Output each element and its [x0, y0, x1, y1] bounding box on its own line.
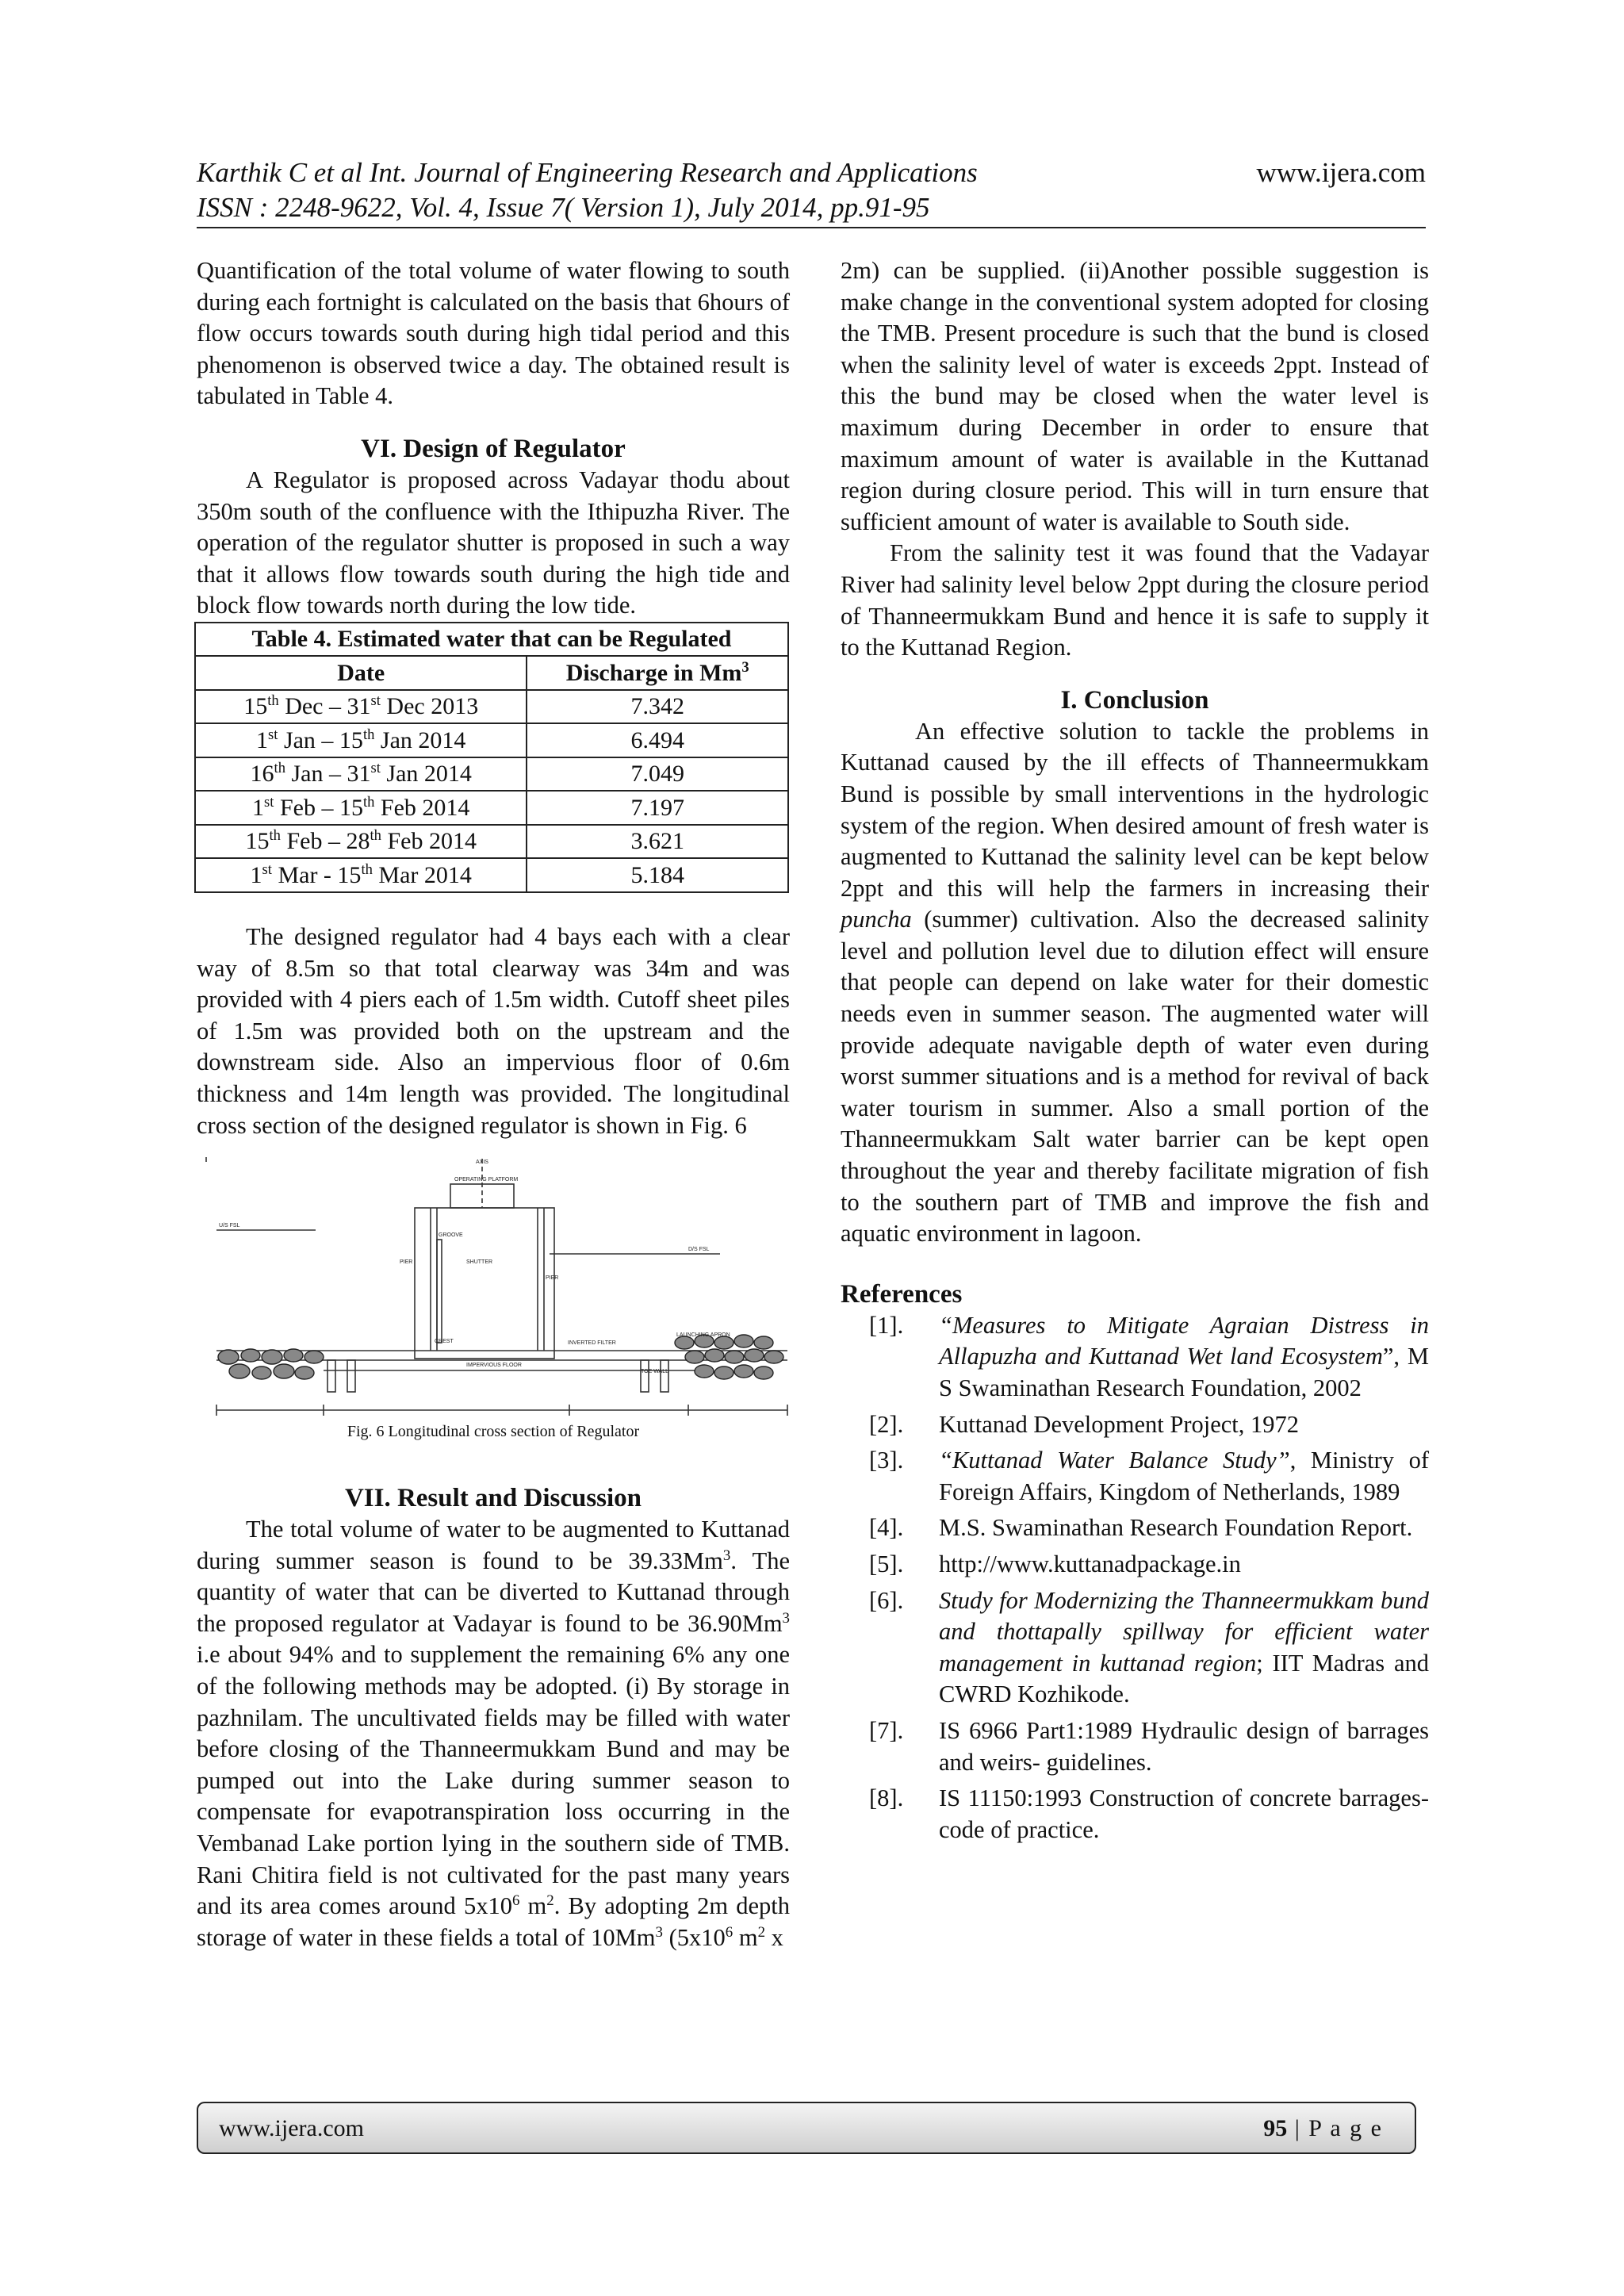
- figure-caption: Fig. 6 Longitudinal cross section of Regulator: [347, 1423, 640, 1441]
- table-body: [195, 690, 788, 892]
- reference-item: [8]. IS 11150:1993 Construction of concrete barrages-code of practice.: [869, 1784, 1429, 1843]
- date-cell: 15th Feb – 28th Feb 2014: [195, 825, 527, 859]
- discharge-cell: 7.342: [527, 690, 788, 724]
- reference-number: [8].: [869, 1784, 904, 1812]
- reference-number: [6].: [869, 1586, 904, 1614]
- section-6-paragraph-1: A Regulator is proposed across Vadayar thodu about 350m south of the confluence with the Ithipuzha River. The operation of the regulator shutter is proposed in such a way that it allows flow towards south during the high tide and block flow towards north during the low tide.: [197, 466, 790, 619]
- riprap-right: [675, 1335, 783, 1379]
- label-shutter: SHUTTER: [466, 1259, 493, 1266]
- conclusion-paragraph: An effective solution to tackle the problems in Kuttanad caused by the ill effects of Thanneermukkam Bund is possible by small interventions in the hydrologic system of the region. When desired amount of fresh water is augmented to Kuttanad the salinity level can be kept below 2ppt and this will help the farmers in increasing their puncha (summer) cultivation. Also the decreased salinity level and pollution level due to dilution effect will ensure that people can depend on lake water for their domestic needs even in summer season. The augmented water will provide adequate navigable depth of water even during worst summer situations and is a method for revival of back water tourism in summer. Also a small portion of the Thanneermukkam Salt water barrier can be kept open throughout the year and thereby facilitate migration of fish to the southern part of TMB and improve the fish and aquatic environment in lagoon.: [841, 717, 1429, 1248]
- reference-item: [7]. IS 6966 Part1:1989 Hydraulic design of barrages and weirs- guidelines.: [869, 1716, 1429, 1776]
- riprap-left: [218, 1349, 324, 1379]
- discharge-cell: 6.494: [527, 723, 788, 757]
- table-4: [194, 622, 789, 893]
- reference-number: [2].: [869, 1410, 904, 1438]
- section-6-heading: VI. Design of Regulator: [361, 434, 626, 463]
- date-cell: 15th Dec – 31st Dec 2013: [195, 690, 527, 724]
- left-column: [197, 255, 790, 1953]
- section-6-paragraph-2: The designed regulator had 4 bays each with a clear way of 8.5m so that total clearway was 34m and was provided with 4 piers each of 1.5m width. Cutoff sheet piles of 1.5m was provided both on the upstream and the downstream side. Also an impervious floor of 0.6m thickness and 14m length was provided. The longitudinal cross section of the designed regulator is shown in Fig. 6: [197, 922, 790, 1139]
- reference-item: [3]. “Kuttanad Water Balance Study”, Ministry of Foreign Affairs, Kingdom of Netherlands, 1989: [869, 1447, 1429, 1505]
- reference-list: [841, 1310, 1429, 1846]
- date-cell: 16th Jan – 31st Jan 2014: [195, 757, 527, 792]
- discharge-cell: 3.621: [527, 825, 788, 859]
- section-7-paragraph: The total volume of water to be augmented to Kuttanad during summer season is found to be 39.33Mm$^3$. The quantity of water that can be diverted to Kuttanad through the proposed regulator at Vadayar is found to be 36.90Mm$^3$ i.e about 94% and to supplement the remaining 6% any one of the following methods may be adopted. (i) By storage in pazhnilam. The uncultivated fields may be filled with water before closing of the Thanneermukkam Bund and may be pumped out into the Lake during summer season to compensate for evapotranspiration loss occurring in the Vembanad Lake portion lying in the southern side of TMB. Rani Chitira field is not cultivated for the past many years and its area comes around $5x10^6$ $m^2$. By adopting 2m depth storage of water in these fields a total of 10Mm$^3$ ($5x10^6$ $m^2$ x: [197, 1516, 790, 1951]
- table-row: [195, 791, 788, 825]
- discharge-cell: 5.184: [527, 858, 788, 892]
- right-column: [841, 255, 1429, 1850]
- discharge-cell: 7.049: [527, 757, 788, 792]
- date-cell: 1st Feb – 15th Feb 2014: [195, 791, 527, 825]
- reference-number: [5].: [869, 1550, 904, 1577]
- regulator-cross-section-drawing: [197, 1152, 790, 1422]
- label-toe-wall: TOE WALL: [641, 1369, 669, 1375]
- discharge-cell: 7.197: [527, 791, 788, 825]
- reference-item: [6]. Study for Modernizing the Thanneermukkam bund and thottapally spillway for efficient water management in kuttanad region; IIT Madras and CWRD Kozhikode.: [869, 1586, 1429, 1708]
- reference-item: [4]. M.S. Swaminathan Research Foundation Report.: [841, 1512, 1429, 1544]
- page-footer: [197, 2102, 1416, 2154]
- date-cell: 1st Mar - 15th Mar 2014: [195, 858, 527, 892]
- table-row: [195, 757, 788, 792]
- label-us-fsl: U/S FSL: [219, 1223, 240, 1229]
- date-cell: 1st Jan – 15th Jan 2014: [195, 723, 527, 757]
- label-inverted-filter: INVERTED FILTER: [568, 1340, 616, 1347]
- journal-url[interactable]: www.ijera.com: [1256, 157, 1426, 188]
- table-caption: Table 4. Estimated water that can be Regulated: [195, 623, 788, 657]
- page-header: [197, 155, 1426, 228]
- label-pier-left: PIER: [400, 1259, 413, 1266]
- reference-number: [1].: [869, 1311, 904, 1339]
- label-crest: CREST: [435, 1339, 454, 1345]
- right-paragraph-1: 2m) can be supplied. (ii)Another possible suggestion is make change in the conventional system adopted for closing the TMB. Present procedure is such that the bund is closed when the salinity level of water is exceeds 2ppt. Instead of this the bund may be closed when the water level is maximum during December in order to ensure that maximum amount of water is available in the Kuttanad region during closure period. This will in turn ensure that sufficient amount of water is available to South side.: [841, 257, 1429, 535]
- reference-number: [7].: [869, 1716, 904, 1744]
- reference-item: [5]. http://www.kuttanadpackage.in: [841, 1549, 1429, 1581]
- journal-citation: Karthik C et al Int. Journal of Engineering Research and Applications: [197, 157, 978, 188]
- table-row: [195, 858, 788, 892]
- table-row: [195, 690, 788, 724]
- reference-item: [2]. Kuttanad Development Project, 1972: [841, 1409, 1429, 1441]
- references-heading: References: [841, 1279, 963, 1309]
- label-axis: AXIS: [476, 1159, 488, 1166]
- label-impervious-floor: IMPERVIOUS FLOOR: [466, 1363, 522, 1369]
- reference-number: [3].: [869, 1447, 904, 1474]
- table-row: [195, 723, 788, 757]
- figure-6: [197, 1152, 790, 1454]
- label-groove: GROOVE: [439, 1232, 463, 1239]
- intro-paragraph: Quantification of the total volume of water flowing to south during each fortnight is calculated on the basis that 6hours of flow occurs towards south during high tidal period and this phenomenon is observed twice a day. The obtained result is tabulated in Table 4.: [197, 257, 790, 410]
- footer-url[interactable]: www.ijera.com: [219, 2115, 364, 2141]
- reference-number: [4].: [869, 1514, 904, 1542]
- label-launching-apron: LAUNCHING APRON: [676, 1332, 730, 1339]
- table-row: [195, 825, 788, 859]
- conclusion-heading: I. Conclusion: [1060, 685, 1209, 715]
- section-7-heading: VII. Result and Discussion: [344, 1484, 642, 1513]
- issn-line: ISSN : 2248-9622, Vol. 4, Issue 7( Version 1), July 2014, pp.91-95: [197, 192, 930, 223]
- label-pier-right: PIER: [546, 1275, 559, 1282]
- label-operating-platform: OPERATING PLATFORM: [454, 1177, 519, 1183]
- page-number: 95 | P a g e: [1263, 2115, 1383, 2141]
- label-ds-fsl: D/S FSL: [688, 1247, 710, 1253]
- table-header-date: Date: [195, 656, 527, 690]
- right-paragraph-2: From the salinity test it was found that the Vadayar River had salinity level below 2ppt during the closure period of Thanneermukkam Bund and hence it is safe to supply it to the Kuttanad Region.: [841, 539, 1429, 661]
- reference-item: [1]. “Measures to Mitigate Agraian Distress in Allapuzha and Kuttanad Wet land Ecosystem”, M S Swaminathan Research Foundation, 2002: [869, 1311, 1429, 1401]
- table-header-discharge: Discharge in Mm$^3$: [527, 656, 788, 690]
